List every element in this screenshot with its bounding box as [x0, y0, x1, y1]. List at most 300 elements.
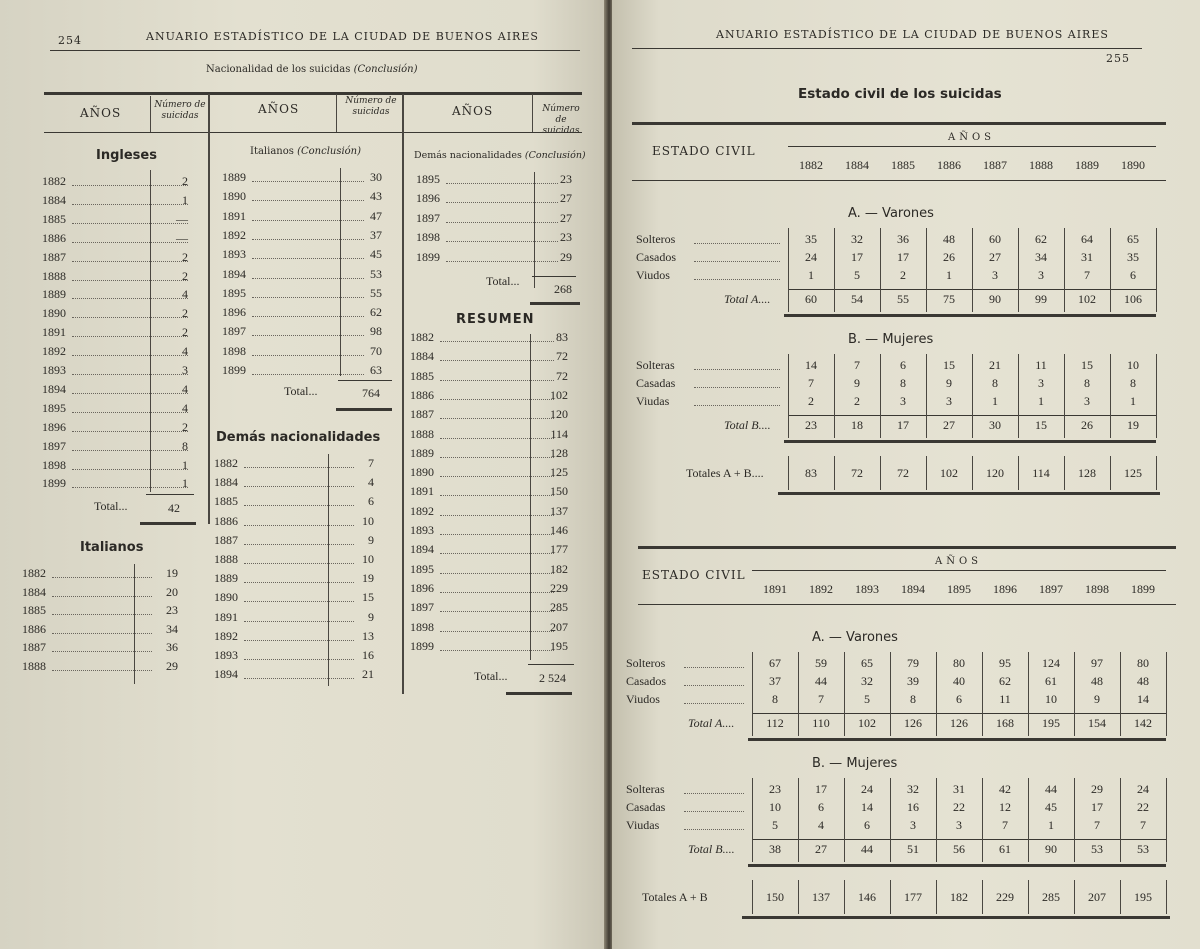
cell-value: 1 — [1130, 394, 1136, 408]
cell-value: 8 — [910, 692, 916, 706]
section-title: B. — Mujeres — [812, 756, 898, 771]
year-count: 177 — [550, 542, 568, 557]
cell-value: 24 — [805, 250, 817, 264]
year-label: 1893 — [42, 363, 66, 377]
total-value: 30 — [989, 418, 1001, 432]
row-label: Solteras — [636, 358, 675, 372]
year-count: 4 — [182, 287, 188, 302]
cell-value: 5 — [864, 692, 870, 706]
cell-value: 8 — [1130, 376, 1136, 390]
cell-value: 24 — [861, 782, 873, 796]
year-count: 19 — [362, 571, 374, 586]
cell-value: 7 — [854, 358, 860, 372]
table-top-rule — [638, 546, 1176, 549]
column-rule — [1120, 652, 1121, 736]
year-column-header: 1888 — [1029, 158, 1053, 172]
section-title-demas: Demás nacionalidades — [216, 430, 381, 445]
total-value: 112 — [766, 716, 784, 730]
year-count: 72 — [556, 368, 568, 383]
cell-value: 15 — [1081, 358, 1093, 372]
col-divider — [340, 168, 341, 376]
column-rule — [1166, 880, 1167, 914]
year-label: 1899 — [410, 638, 434, 653]
cell-value: 9 — [854, 376, 860, 390]
leader-dots — [244, 678, 354, 679]
section-divider — [402, 94, 404, 694]
year-count: 15 — [362, 590, 374, 605]
cell-value: 65 — [1127, 232, 1139, 246]
year-count: 98 — [370, 324, 382, 339]
year-count: 34 — [166, 621, 178, 636]
row-label: Viudas — [636, 394, 670, 408]
column-rule — [798, 880, 799, 914]
column-rule — [844, 880, 845, 914]
total-label: Total B.... — [724, 418, 771, 432]
leader-dots — [52, 670, 152, 671]
col-divider — [532, 94, 533, 132]
year-label: 1889 — [42, 287, 66, 302]
column-rule — [1064, 228, 1065, 312]
cell-value: 11 — [999, 692, 1011, 706]
cell-value: 34 — [1035, 250, 1047, 264]
column-rule — [1110, 456, 1111, 490]
column-rule — [1028, 778, 1029, 862]
year-label: 1896 — [410, 580, 434, 595]
year-label: 1893 — [222, 247, 246, 262]
year-count: 27 — [560, 210, 572, 225]
year-count: 2 — [182, 306, 188, 321]
cell-value: 31 — [953, 782, 965, 796]
years-subrule — [788, 146, 1156, 147]
column-rule — [1018, 354, 1019, 438]
cell-value: 79 — [907, 656, 919, 670]
cell-value: 10 — [1045, 692, 1057, 706]
cell-value: 37 — [769, 674, 781, 688]
year-label: 1888 — [22, 659, 46, 673]
leader-dots — [52, 596, 152, 597]
total-value: 53 — [1091, 842, 1103, 856]
cell-value: 10 — [769, 800, 781, 814]
grand-total-value: 195 — [1134, 890, 1152, 904]
total-underline — [748, 864, 1166, 867]
ingleses-total: 42 — [168, 501, 180, 515]
year-count: 2 — [182, 325, 188, 340]
total-value: 126 — [950, 716, 968, 730]
grand-total-value: 114 — [1032, 466, 1050, 480]
row-label: Viudos — [626, 692, 660, 706]
grand-total-value: 177 — [904, 890, 922, 904]
year-count: 27 — [560, 191, 572, 206]
cell-value: 2 — [900, 268, 906, 282]
year-label: 1886 — [214, 513, 238, 528]
column-rule — [936, 778, 937, 862]
year-count: 36 — [166, 640, 178, 655]
total-value: 195 — [1042, 716, 1060, 730]
total-underline — [784, 314, 1156, 317]
cell-value: 97 — [1091, 656, 1103, 670]
header-rule — [50, 50, 580, 51]
total-value: 102 — [1078, 292, 1096, 306]
year-count: 63 — [370, 363, 382, 377]
leader-dots — [684, 667, 744, 668]
column-rule — [1166, 778, 1167, 862]
column-rule — [834, 354, 835, 438]
year-count: 2 — [182, 249, 188, 264]
header-bottom-rule — [44, 132, 582, 133]
column-rule — [880, 456, 881, 490]
column-rule — [1120, 880, 1121, 914]
italianos-total-label: Total... — [284, 384, 318, 398]
year-count: — — [176, 230, 188, 245]
column-rule — [1064, 354, 1065, 438]
year-label: 1885 — [214, 494, 238, 509]
total-value: 90 — [989, 292, 1001, 306]
total-value: 54 — [851, 292, 863, 306]
total-value: 38 — [769, 842, 781, 856]
leader-dots — [694, 279, 780, 280]
year-label: 1897 — [42, 438, 66, 453]
leader-dots — [52, 633, 152, 634]
year-label: 1889 — [222, 170, 246, 184]
grand-total-value: 182 — [950, 890, 968, 904]
year-count: 120 — [550, 407, 568, 422]
column-rule — [972, 228, 973, 312]
section-title: B. — Mujeres — [848, 332, 934, 347]
cell-value: 8 — [992, 376, 998, 390]
year-column-header: 1894 — [901, 582, 925, 596]
col-header-years-3: AÑOS — [452, 104, 494, 118]
total-underline — [140, 522, 196, 525]
total-value: 51 — [907, 842, 919, 856]
year-label: 1888 — [410, 426, 434, 441]
total-label: Total B.... — [688, 842, 735, 856]
year-count: 53 — [370, 266, 382, 281]
total-value: 27 — [815, 842, 827, 856]
year-count: 150 — [550, 484, 568, 499]
year-label: 1899 — [416, 249, 440, 264]
year-count: 10 — [362, 513, 374, 528]
cell-value: 7 — [818, 692, 824, 706]
leader-dots — [244, 582, 354, 583]
grand-total-value: 72 — [851, 466, 863, 480]
row-label: Solteros — [636, 232, 676, 246]
cell-value: 8 — [900, 376, 906, 390]
column-rule — [788, 354, 789, 438]
total-value: 26 — [1081, 418, 1093, 432]
cell-value: 6 — [864, 818, 870, 832]
year-count: 4 — [182, 400, 188, 415]
cell-value: 26 — [943, 250, 955, 264]
column-rule — [982, 778, 983, 862]
year-label: 1895 — [416, 172, 440, 186]
total-value: 110 — [812, 716, 830, 730]
year-count: 4 — [182, 344, 188, 359]
year-label: 1899 — [222, 363, 246, 377]
total-value: 18 — [851, 418, 863, 432]
year-label: 1893 — [214, 648, 238, 662]
column-rule — [880, 354, 881, 438]
page-number: 254 — [58, 34, 82, 47]
cell-value: 6 — [1130, 268, 1136, 282]
column-rule — [1074, 880, 1075, 914]
total-value: 23 — [805, 418, 817, 432]
cell-value: 5 — [854, 268, 860, 282]
year-count: 8 — [182, 438, 188, 453]
cell-value: 7 — [1094, 818, 1100, 832]
total-value: 99 — [1035, 292, 1047, 306]
column-rule — [752, 880, 753, 914]
cell-value: 7 — [1084, 268, 1090, 282]
cell-value: 62 — [999, 674, 1011, 688]
cell-value: 11 — [1035, 358, 1047, 372]
year-label: 1884 — [410, 349, 434, 364]
cell-value: 7 — [1002, 818, 1008, 832]
grand-total-value: 207 — [1088, 890, 1106, 904]
grand-total-value: 120 — [986, 466, 1004, 480]
cell-value: 17 — [1091, 800, 1103, 814]
row-label: Casadas — [636, 376, 676, 390]
col-header-years-1: AÑOS — [80, 106, 122, 120]
year-count: 62 — [370, 305, 382, 320]
col-header-num-2: Número de suicidas — [345, 96, 397, 117]
cell-value: 64 — [1081, 232, 1093, 246]
total-value: 19 — [1127, 418, 1139, 432]
col-divider — [150, 170, 151, 492]
cell-value: 40 — [953, 674, 965, 688]
total-value: 154 — [1088, 716, 1106, 730]
year-column-header: 1886 — [937, 158, 961, 172]
column-rule — [752, 652, 753, 736]
header-bottom-rule — [638, 604, 1176, 605]
grand-total-value: 125 — [1124, 466, 1142, 480]
year-count: 207 — [550, 619, 568, 634]
cell-value: 35 — [805, 232, 817, 246]
leader-dots — [694, 405, 780, 406]
column-rule — [834, 228, 835, 312]
leader-dots — [244, 659, 354, 660]
cell-value: 3 — [992, 268, 998, 282]
column-rule — [972, 354, 973, 438]
col-header-anos: AÑOS — [948, 132, 996, 143]
cell-value: 29 — [1091, 782, 1103, 796]
leader-dots — [684, 811, 744, 812]
total-rule — [528, 664, 574, 665]
cell-value: 1 — [946, 268, 952, 282]
leader-dots — [244, 563, 354, 564]
year-label: 1890 — [214, 590, 238, 605]
column-rule — [1110, 354, 1111, 438]
cell-value: 31 — [1081, 250, 1093, 264]
col-divider — [134, 564, 135, 684]
column-rule — [982, 652, 983, 736]
cell-value: 9 — [1094, 692, 1100, 706]
subtotal-rule — [752, 713, 1166, 714]
cell-value: 17 — [897, 250, 909, 264]
total-value: 90 — [1045, 842, 1057, 856]
cell-value: 45 — [1045, 800, 1057, 814]
year-label: 1884 — [42, 192, 66, 207]
italianos-total: 764 — [362, 386, 380, 400]
row-label: Solteras — [626, 782, 665, 796]
grand-total-value: 146 — [858, 890, 876, 904]
total-value: 17 — [897, 418, 909, 432]
table-title: Nacionalidad de los suicidas (Conclusión) — [206, 64, 418, 75]
leader-dots — [694, 243, 780, 244]
column-rule — [926, 354, 927, 438]
year-count: 13 — [362, 628, 374, 643]
year-count: 1 — [182, 192, 188, 207]
cell-value: 3 — [1038, 268, 1044, 282]
year-column-header: 1882 — [799, 158, 823, 172]
cell-value: 16 — [907, 800, 919, 814]
year-column-header: 1889 — [1075, 158, 1099, 172]
year-label: 1891 — [42, 325, 66, 340]
years-subrule — [752, 570, 1166, 571]
year-count: 182 — [550, 561, 568, 576]
total-underline — [336, 408, 392, 411]
cell-value: 14 — [1137, 692, 1149, 706]
cell-value: 12 — [999, 800, 1011, 814]
year-count: 146 — [550, 523, 568, 537]
total-underline — [784, 440, 1156, 443]
cell-value: 8 — [772, 692, 778, 706]
row-label: Casados — [626, 674, 666, 688]
cell-value: 44 — [1045, 782, 1057, 796]
cell-value: 44 — [815, 674, 827, 688]
year-label: 1887 — [410, 407, 434, 422]
section-title-ingleses: Ingleses — [96, 148, 157, 163]
year-label: 1885 — [42, 211, 66, 226]
year-label: 1882 — [410, 330, 434, 344]
section-title-italianos-conclusion: Italianos (Conclusión) — [250, 146, 362, 157]
col-header-num-3: Número de suicidas — [542, 104, 580, 136]
cell-value: 61 — [1045, 674, 1057, 688]
year-count: 114 — [550, 426, 568, 441]
year-label: 1882 — [22, 566, 46, 580]
year-count: 70 — [370, 343, 382, 358]
running-header: ANUARIO ESTADÍSTICO DE LA CIUDAD DE BUENOS AIRES — [716, 28, 1109, 41]
year-label: 1885 — [22, 603, 46, 618]
total-value: 61 — [999, 842, 1011, 856]
demas-total-label: Total... — [486, 274, 520, 288]
total-rule — [532, 276, 576, 277]
row-label: Viudos — [636, 268, 670, 282]
year-column-header: 1891 — [763, 582, 787, 596]
year-count: 102 — [550, 387, 568, 402]
year-count: 2 — [182, 268, 188, 283]
column-rule — [1028, 652, 1029, 736]
section-title-resumen: RESUMEN — [456, 312, 535, 327]
cell-value: 21 — [989, 358, 1001, 372]
column-rule — [1156, 456, 1157, 490]
column-rule — [972, 456, 973, 490]
cell-value: 22 — [953, 800, 965, 814]
cell-value: 6 — [956, 692, 962, 706]
year-column-header: 1899 — [1131, 582, 1155, 596]
total-rule — [338, 380, 392, 381]
year-count: 4 — [182, 381, 188, 396]
grand-total-label: Totales A + B — [642, 890, 708, 904]
column-rule — [844, 778, 845, 862]
year-label: 1884 — [22, 584, 46, 599]
year-label: 1882 — [42, 174, 66, 188]
year-count: 29 — [166, 659, 178, 673]
col-divider — [534, 172, 535, 288]
column-rule — [890, 652, 891, 736]
cell-value: 15 — [943, 358, 955, 372]
cell-value: 3 — [910, 818, 916, 832]
year-column-header: 1895 — [947, 582, 971, 596]
total-value: 168 — [996, 716, 1014, 730]
section-title-demas-conclusion: Demás nacionalidades (Conclusión) — [414, 150, 586, 161]
total-value: 75 — [943, 292, 955, 306]
year-count: 2 — [182, 419, 188, 434]
year-label: 1897 — [410, 600, 434, 615]
year-count: 23 — [166, 603, 178, 618]
leader-dots — [694, 387, 780, 388]
cell-value: 7 — [808, 376, 814, 390]
section-divider — [208, 94, 210, 524]
year-count: 195 — [550, 638, 568, 653]
year-label: 1882 — [214, 456, 238, 470]
year-count: 16 — [362, 648, 374, 662]
grand-total-value: 229 — [996, 890, 1014, 904]
cell-value: 9 — [946, 376, 952, 390]
year-column-header: 1898 — [1085, 582, 1109, 596]
cell-value: 5 — [772, 818, 778, 832]
grand-total-value: 83 — [805, 466, 817, 480]
col-divider — [336, 94, 337, 132]
year-label: 1890 — [222, 189, 246, 204]
year-label: 1894 — [222, 266, 246, 281]
ingleses-total-label: Total... — [94, 499, 128, 513]
column-rule — [1018, 228, 1019, 312]
leader-dots — [52, 614, 152, 615]
total-label: Total A.... — [688, 716, 735, 730]
col-header-years-2: AÑOS — [258, 102, 300, 116]
year-label: 1889 — [214, 571, 238, 586]
total-rule — [146, 494, 194, 495]
leader-dots — [694, 261, 780, 262]
leader-dots — [244, 601, 354, 602]
resumen-total-label: Total... — [474, 669, 508, 683]
total-value: 56 — [953, 842, 965, 856]
row-label: Solteros — [626, 656, 666, 670]
cell-value: 27 — [989, 250, 1001, 264]
column-rule — [1018, 456, 1019, 490]
col-header-estado-civil: ESTADO CIVIL — [652, 144, 756, 158]
header-bottom-rule — [632, 180, 1166, 181]
cell-value: 2 — [854, 394, 860, 408]
cell-value: 10 — [1127, 358, 1139, 372]
leader-dots — [52, 577, 152, 578]
header-rule — [632, 48, 1142, 49]
leader-dots — [684, 703, 744, 704]
cell-value: 32 — [851, 232, 863, 246]
cell-value: 17 — [851, 250, 863, 264]
year-count: 23 — [560, 172, 572, 186]
year-label: 1898 — [410, 619, 434, 634]
year-label: 1896 — [416, 191, 440, 206]
column-rule — [1074, 652, 1075, 736]
year-count: 1 — [182, 476, 188, 491]
cell-value: 22 — [1137, 800, 1149, 814]
cell-value: 80 — [1137, 656, 1149, 670]
year-label: 1896 — [42, 419, 66, 434]
year-column-header: 1890 — [1121, 158, 1145, 172]
year-count: 43 — [370, 189, 382, 204]
cell-value: 1 — [1048, 818, 1054, 832]
